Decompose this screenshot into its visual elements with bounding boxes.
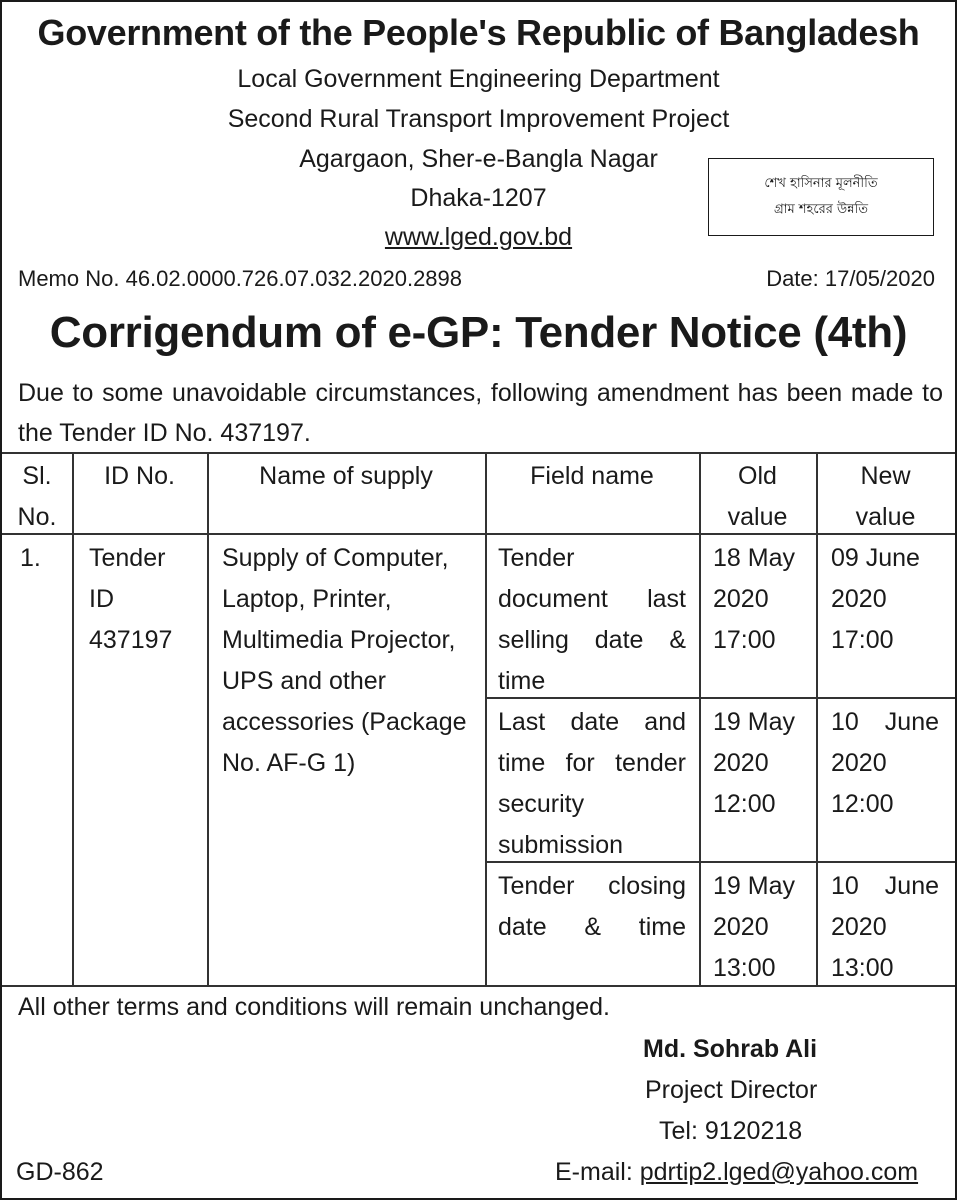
row-tender-id: Tender ID 437197 xyxy=(89,544,173,654)
header-name-of-supply: Name of supply xyxy=(259,462,433,490)
header-id-no: ID No. xyxy=(104,462,175,490)
reference-code: GD-862 xyxy=(16,1158,104,1186)
website-link[interactable]: www.lged.gov.bd xyxy=(384,223,573,251)
table-column-divider xyxy=(485,452,487,986)
address-line: Agargaon, Sher-e-Bangla Nagar xyxy=(299,145,658,173)
city-line: Dhaka-1207 xyxy=(410,184,547,212)
email-link[interactable]: pdrtip2.lged@yahoo.com xyxy=(639,1158,919,1186)
slogan-box xyxy=(708,158,934,236)
amendment-field-name: Tender closing date & time xyxy=(498,872,686,941)
slogan-line-2: গ্রাম শহরের উন্নতি xyxy=(773,202,869,217)
header-old-value: Old value xyxy=(727,462,788,531)
terms-note: All other terms and conditions will remain unchanged. xyxy=(18,993,610,1021)
notice-intro: Due to some unavoidable circumstances, following amendment has been made to the Tender ID No. 437197. xyxy=(18,379,943,447)
table-border-bottom xyxy=(2,985,955,987)
amendment-old-value: 19 May 2020 12:00 xyxy=(713,708,795,818)
amendment-new-value: 10 June 2020 13:00 xyxy=(831,872,939,982)
amendment-field-name: Last date and time for tender security submission xyxy=(498,708,686,859)
amendment-field-name: Tender document last selling date & time xyxy=(498,544,686,695)
signatory-title: Project Director xyxy=(645,1076,818,1104)
amendment-old-value: 18 May 2020 17:00 xyxy=(713,544,795,654)
government-heading: Government of the People's Republic of Bangladesh xyxy=(37,12,920,53)
header-field-name: Field name xyxy=(530,462,654,490)
project-name: Second Rural Transport Improvement Project xyxy=(227,105,730,133)
header-sl-no: Sl. No. xyxy=(17,462,57,531)
amendment-new-value: 10 June 2020 12:00 xyxy=(831,708,939,818)
signatory-tel: Tel: 9120218 xyxy=(659,1117,803,1145)
table-border-top xyxy=(2,452,955,454)
signatory-name: Md. Sohrab Ali xyxy=(643,1035,818,1063)
notice-title: Corrigendum of e-GP: Tender Notice (4th) xyxy=(49,308,908,357)
row-sl-no: 1. xyxy=(20,544,41,572)
signatory-email xyxy=(555,1158,918,1187)
row-supply-name: Supply of Computer, Laptop, Printer, Multimedia Projector, UPS and other accessories (Package No. AF-G 1) xyxy=(222,544,467,777)
department-name: Local Government Engineering Department xyxy=(237,65,720,93)
table-column-divider xyxy=(72,452,74,986)
table-column-divider xyxy=(207,452,209,986)
header-new-value: New value xyxy=(855,462,916,531)
slogan-line-1: শেখ হাসিনার মূলনীতি xyxy=(764,176,878,191)
amendment-old-value: 19 May 2020 13:00 xyxy=(713,872,795,982)
memo-date: Date: 17/05/2020 xyxy=(766,266,935,291)
memo-number: Memo No. 46.02.0000.726.07.032.2020.2898 xyxy=(18,266,463,291)
amendment-new-value: 09 June 2020 17:00 xyxy=(831,544,920,654)
email-label: E-mail: xyxy=(555,1158,640,1186)
